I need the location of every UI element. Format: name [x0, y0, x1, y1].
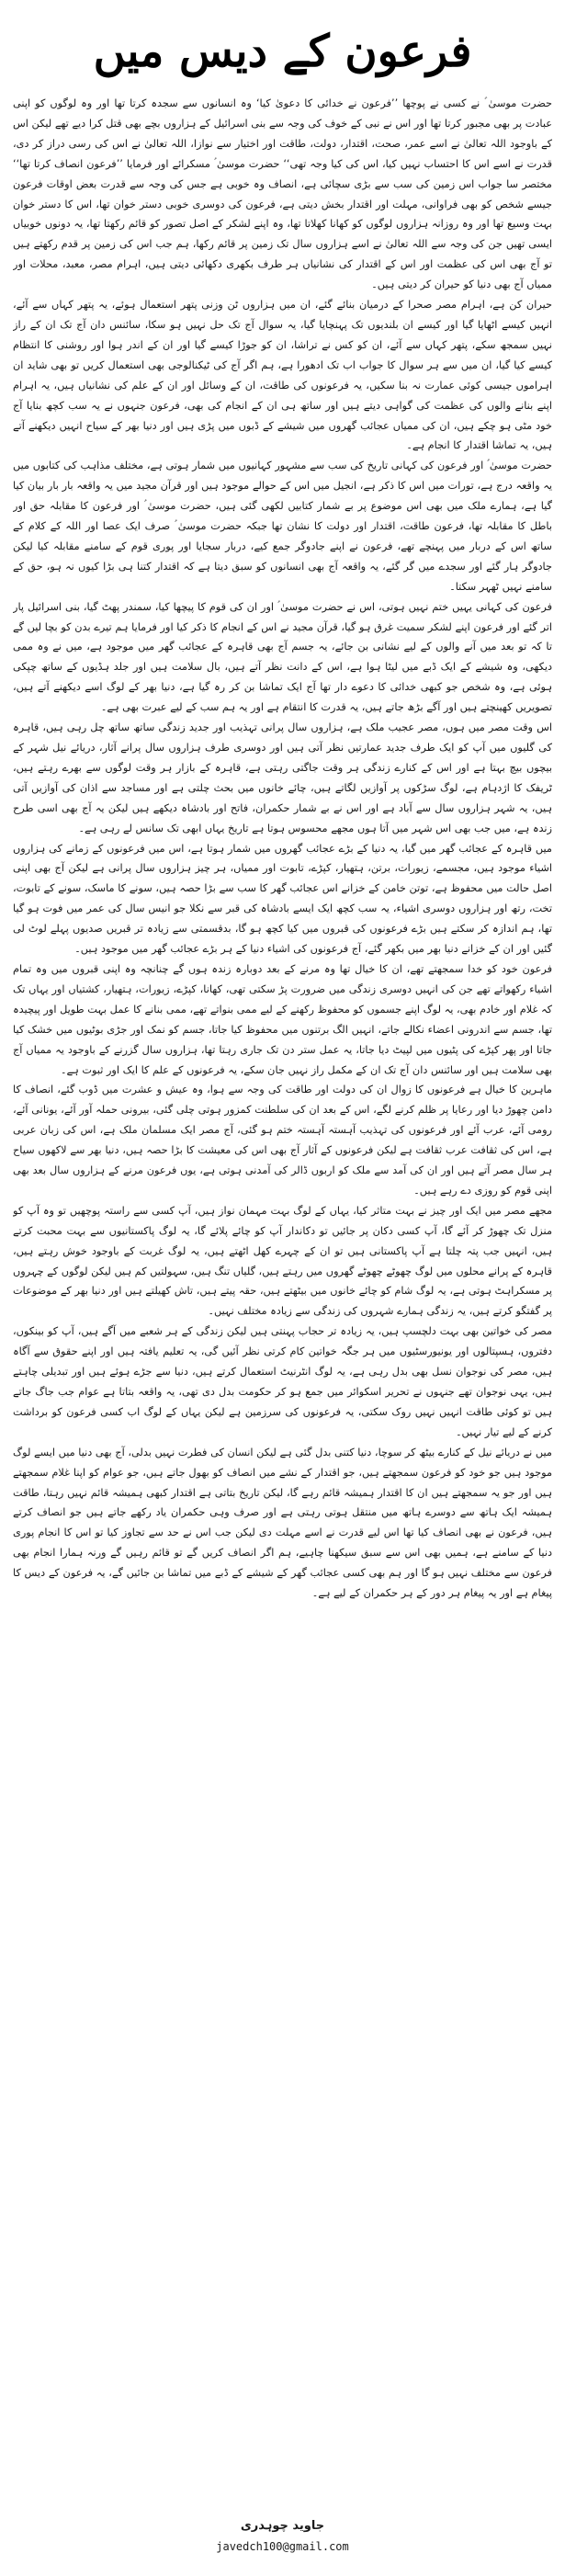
column-paragraph: میں قاہرہ کے عجائب گھر میں گیا، یہ دنیا کے بڑے عجائب گھروں میں شمار ہوتا ہے، اس میں فرعونوں کے زمانے کی ہزاروں اشیاء موجود ہیں، مجسمے، زیورات، برتن، ہتھیار، کپڑے، تابوت اور ممیاں، ہر چیز ہزاروں سال پرانی ہے لیکن آج بھی اپنی اصل حالت میں محفوظ ہے، توتن خامن کے خزانے اس عجائب گھر کا سب سے بڑا حصہ ہیں، سونے کا ماسک، سونے کے تابوت، تخت، رتھ اور ہزاروں دوسری اشیاء، یہ سب کچھ ایک ایسے بادشاہ کی قبر سے نکلا جو انیس سال کی عمر میں فوت ہو گیا تھا، ہم اندازہ کر سکتے ہیں بڑے فرعونوں کی قبروں میں کیا کچھ ہو گا، بدقسمتی سے زیادہ تر قبریں صدیوں پہلے لوٹ لی گئیں اور ان کے خزانے دنیا بھر میں بکھر گئے، آج فرعونوں کی اشیاء دنیا کے ہر بڑے عجائب گھر میں موجود ہیں۔	[13, 842, 552, 956]
column-paragraph: اس وقت مصر میں ہوں، مصر عجیب ملک ہے، ہزاروں سال پرانی تہذیب اور جدید زندگی ساتھ ساتھ چل رہی ہیں، قاہرہ کی گلیوں میں آپ کو ایک طرف جدید عمارتیں نظر آتی ہیں اور دوسری طرف ہزاروں سال پرانے آثار، دریائے نیل شہر کے بیچوں بیچ بہتا ہے اور اس کے کنارے زندگی ہر وقت جاگتی رہتی ہے، قاہرہ کے بازار ہر وقت لوگوں سے بھرے رہتے ہیں، ٹریفک کا اژدہام ہے، لوگ سڑکوں پر آوازیں لگاتے ہیں، چائے خانوں میں بحث چلتی ہے اور مساجد سے اذان کی آوازیں آتی ہیں، یہ شہر ہزاروں سال سے آباد ہے اور اس نے بے شمار حکمران، فاتح اور بادشاہ دیکھے ہیں لیکن یہ آج بھی اسی طرح زندہ ہے، میں جب بھی اس شہر میں آتا ہوں مجھے محسوس ہوتا ہے تاریخ یہاں ابھی تک سانس لے رہی ہے۔	[13, 721, 552, 834]
column-body	[13, 94, 552, 2492]
column-title: فرعون کے دیس میں	[93, 26, 472, 77]
column-paragraph: ماہرین کا خیال ہے فرعونوں کا زوال ان کی دولت اور طاقت کی وجہ سے ہوا، وہ عیش و عشرت میں ڈوب گئے، انصاف کا دامن چھوڑ دیا اور رعایا پر ظلم کرنے لگے، اس کے بعد ان کی سلطنت کمزور ہوتی چلی گئی، بیرونی حملہ آور آئے، یونانی آئے، رومی آئے، عرب آئے اور فرعونوں کی تہذیب آہستہ آہستہ ختم ہو گئی، آج مصر ایک مسلمان ملک ہے، اس کی زبان عربی ہے، اس کی ثقافت عرب ثقافت ہے لیکن فرعونوں کے آثار آج بھی اس کی معیشت کا بڑا حصہ ہیں، دنیا بھر سے لاکھوں سیاح ہر سال مصر آتے ہیں اور ان کی آمد سے ملک کو اربوں ڈالر کی آمدنی ہوتی ہے، یوں فرعون مرنے کے ہزاروں سال بعد بھی اپنی قوم کو روزی دے رہے ہیں۔	[13, 1084, 552, 1197]
author-name: جاوید چوہدری	[240, 2519, 325, 2533]
column-paragraph: حضرت موسیٰ ؑ نے کسی نے پوچھا ’’فرعون نے خدائی کا دعویٰ کیا‘ وہ انسانوں سے سجدہ کرتا تھا اور وہ لوگوں کو اپنی عبادت پر بھی مجبور کرتا تھا اور اس نے نبی کے خوف کی وجہ سے بنی اسرائیل کے ہزاروں بچے بھی قتل کرا دیے تھے لیکن اس کے باوجود اللہ تعالیٰ نے اسے عمر، صحت، اقتدار، دولت، طاقت اور اختیار سے نوازا، اللہ تعالیٰ نے اس کی رسی دراز کر دی، قدرت نے اسے اس کا احتساب نہیں کیا، اس کی کیا وجہ تھی‘‘ حضرت موسیٰ ؑ مسکرائے اور فرمایا ’’فرعون انصاف کرتا تھا‘‘ مختصر سا جواب اس زمین کی سب سے بڑی سچائی ہے، انصاف وہ خوبی ہے جس کی وجہ سے قدرت بعض اوقات فرعون جیسے شخص کو بھی فراوانی، مہلت اور اقتدار بخش دیتی ہے، فرعون کی دوسری خوبی دستر خوان تھا، اس کا دستر خوان بہت وسیع تھا اور وہ روزانہ ہزاروں لوگوں کو کھانا کھلاتا تھا، وہ اپنے لشکر کے اصل تصور کو قائم رکھتا تھا، یہ دونوں خوبیاں ایسی تھیں جن کی وجہ سے اللہ تعالیٰ نے اسے ہزاروں سال تک زمین پر قائم رکھا، ہم جب اس کی زمین پر قدم رکھتے ہیں تو آج بھی اس کی عظمت اور اس کے اقتدار کی نشانیاں ہر طرف بکھری دکھائی دیتی ہیں، اہرام مصر، معبد، محلات اور ممیاں آج بھی دنیا کو حیران کر دیتی ہیں۔	[13, 97, 552, 291]
column-paragraph: مصر کی خواتین بھی بہت دلچسپ ہیں، یہ زیادہ تر حجاب پہنتی ہیں لیکن زندگی کے ہر شعبے میں آگے ہیں، آپ کو بینکوں، دفتروں، ہسپتالوں اور یونیورسٹیوں میں ہر جگہ خواتین کام کرتی نظر آئیں گی، یہ تعلیم یافتہ ہیں اور اپنے حقوق سے آگاہ ہیں، مصر کی نوجوان نسل بھی بدل رہی ہے، یہ لوگ انٹرنیٹ استعمال کرتے ہیں، دنیا سے جڑے ہوئے ہیں اور تبدیلی چاہتے ہیں، یہی نوجوان تھے جنہوں نے تحریر اسکوائر میں جمع ہو کر حکومت بدل دی تھی، یہ واقعہ بتاتا ہے عوام جب جاگ جاتے ہیں تو کوئی طاقت انہیں نہیں روک سکتی، یہ فرعونوں کی سرزمین ہے لیکن یہاں کے لوگ اب کسی فرعون کو برداشت کرنے کے لیے تیار نہیں۔	[13, 1325, 552, 1438]
author-email: javedch100@gmail.com	[216, 2540, 349, 2553]
column-paragraph: حیران کن ہے، اہرام مصر صحرا کے درمیان بنائے گئے، ان میں ہزاروں ٹن وزنی پتھر استعمال ہوئے، یہ پتھر کہاں سے آئے، انہیں کیسے اٹھایا گیا اور کیسے ان بلندیوں تک پہنچایا گیا، یہ سوال آج تک حل نہیں ہو سکا، سائنس دان آج تک ان کے راز نہیں سمجھ سکے، پتھر کہاں سے آئے، ان کو کس نے تراشا، ان کو جوڑا کیسے گیا اور ان کے اندر ہوا اور روشنی کا انتظام کیسے کیا گیا، ان میں سے ہر سوال کا جواب اب تک ادھورا ہے، ہم اگر آج کی ٹیکنالوجی بھی استعمال کریں تو بھی شاید ان اہراموں جیسی کوئی عمارت نہ بنا سکیں، یہ فرعونوں کی طاقت، ان کے وسائل اور ان کے علم کی نشانیاں ہیں، یہ اہرام اپنے بنانے والوں کی عظمت کی گواہی دیتے ہیں اور ساتھ ہی ان کے انجام کی بھی، فرعون جنہوں نے یہ سب کچھ بنایا آج خود مٹی ہو چکے ہیں، ان کی ممیاں عجائب گھروں میں شیشے کے ڈبوں میں پڑی ہیں اور دنیا بھر کے سیاح انہیں دیکھنے آتے ہیں، یہ تماشا اقتدار کا انجام ہے۔	[13, 299, 552, 452]
column-paragraph: حضرت موسیٰ ؑ اور فرعون کی کہانی تاریخ کی سب سے مشہور کہانیوں میں شمار ہوتی ہے، مختلف مذاہب کی کتابوں میں یہ واقعہ درج ہے، تورات میں اس کا ذکر ہے، انجیل میں اس کے حوالے موجود ہیں اور قرآن مجید میں یہ واقعہ بار بار بیان کیا گیا ہے، ہمارے ملک میں بھی اس موضوع پر بے شمار کتابیں لکھی گئی ہیں، حضرت موسیٰ ؑ اور فرعون کا مقابلہ حق اور باطل کا مقابلہ تھا، فرعون طاقت، اقتدار اور دولت کا نشان تھا جبکہ حضرت موسیٰ ؑ صرف ایک عصا اور اللہ کے کلام کے ساتھ اس کے دربار میں پہنچے تھے، فرعون نے اپنے جادوگر جمع کیے، دربار سجایا اور پوری قوم کے سامنے مقابلہ کیا لیکن جادوگر ہار گئے اور سجدے میں گر گئے، یہ واقعہ آج بھی انسانوں کو سبق دیتا ہے کہ اقتدار کتنا ہی بڑا کیوں نہ ہو، حق کے سامنے نہیں ٹھہر سکتا۔	[13, 460, 552, 593]
column-paragraph: مجھے مصر میں ایک اور چیز نے بہت متاثر کیا، یہاں کے لوگ بہت مہمان نواز ہیں، آپ کسی سے راستہ پوچھیں تو وہ آپ کو منزل تک چھوڑ کر آئے گا، آپ کسی دکان پر جائیں تو دکاندار آپ کو چائے پلائے گا، یہ لوگ پاکستانیوں سے بہت محبت کرتے ہیں، انہیں جب پتہ چلتا ہے آپ پاکستانی ہیں تو ان کے چہرے کھل اٹھتے ہیں، یہ لوگ غربت کے باوجود خوش رہتے ہیں، قاہرہ کے پرانے محلوں میں لوگ چھوٹے چھوٹے گھروں میں رہتے ہیں، گلیاں تنگ ہیں، سہولتیں کم ہیں لیکن لوگوں کے چہروں پر مسکراہٹ ہوتی ہے، یہ لوگ شام کو چائے خانوں میں بیٹھتے ہیں، حقہ پیتے ہیں، تاش کھیلتے ہیں اور دنیا بھر کے موضوعات پر گفتگو کرتے ہیں، یہ زندگی ہمارے شہروں کی زندگی سے زیادہ مختلف نہیں۔	[13, 1204, 552, 1318]
column-paragraph: فرعون کی کہانی یہیں ختم نہیں ہوتی، اس نے حضرت موسیٰ ؑ اور ان کی قوم کا پیچھا کیا، سمندر پھٹ گیا، بنی اسرائیل پار اتر گئے اور فرعون اپنے لشکر سمیت غرق ہو گیا، قرآن مجید نے اس کے انجام کا ذکر کیا اور فرمایا ہم تیرے بدن کو بچا لیں گے تا کہ تو بعد میں آنے والوں کے لیے نشانی بن جائے، یہ جسم آج بھی قاہرہ کے عجائب گھر میں موجود ہے، میں نے وہ ممی دیکھی، وہ شیشے کے ایک ڈبے میں لیٹا ہوا ہے، اس کے دانت نظر آتے ہیں، بال سلامت ہیں اور جلد ہڈیوں کے ساتھ چپکی ہوئی ہے، وہ شخص جو کبھی خدائی کا دعوے دار تھا آج ایک تماشا بن کر رہ گیا ہے، دنیا بھر کے لوگ اسے دیکھنے آتے ہیں، تصویریں کھینچتے ہیں اور آگے بڑھ جاتے ہیں، یہ قدرت کا انتقام ہے اور یہ ہم سب کے لیے عبرت بھی ہے۔	[13, 600, 552, 714]
column-paragraph: میں نے دریائے نیل کے کنارے بیٹھ کر سوچا، دنیا کتنی بدل گئی ہے لیکن انسان کی فطرت نہیں بدلی، آج بھی دنیا میں ایسے لوگ موجود ہیں جو خود کو فرعون سمجھتے ہیں، جو اقتدار کے نشے میں انصاف کو بھول جاتے ہیں، جو عوام کو اپنا غلام سمجھتے ہیں اور جو یہ سمجھتے ہیں ان کا اقتدار ہمیشہ قائم رہے گا، لیکن تاریخ بتاتی ہے اقتدار کبھی ہمیشہ قائم نہیں رہتا، طاقت ہمیشہ ایک ہاتھ سے دوسرے ہاتھ میں منتقل ہوتی رہتی ہے اور صرف وہی حکمران یاد رکھے جاتے ہیں جو انصاف کرتے ہیں، فرعون نے بھی انصاف کیا تھا اس لیے قدرت نے اسے مہلت دی لیکن جب اس نے حد سے تجاوز کیا تو اس کا انجام پوری دنیا کے سامنے ہے، ہمیں بھی اس سے سبق سیکھنا چاہیے، ہم اگر انصاف کریں گے تو قائم رہیں گے ورنہ ہمارا انجام بھی فرعون سے مختلف نہیں ہو گا اور ہم بھی کسی عجائب گھر کے شیشے کے ڈبے میں تماشا بن جائیں گے، یہ فرعون کے دیس کا پیغام ہے اور یہ پیغام ہر دور کے ہر حکمران کے لیے ہے۔	[13, 1446, 552, 1600]
column-paragraph: فرعون خود کو خدا سمجھتے تھے، ان کا خیال تھا وہ مرنے کے بعد دوبارہ زندہ ہوں گے چنانچہ وہ اپنی قبروں میں وہ تمام اشیاء رکھواتے تھے جن کی انہیں دوسری زندگی میں ضرورت پڑ سکتی تھی، کھانا، کپڑے، زیورات، ہتھیار، کشتیاں اور یہاں تک کہ غلام اور خادم بھی، یہ لوگ اپنے جسموں کو محفوظ رکھنے کے لیے ممی بنواتے تھے، ممی بنانے کا عمل بہت طویل اور پیچیدہ تھا، جسم سے اندرونی اعضاء نکالے جاتے، انہیں الگ برتنوں میں محفوظ کیا جاتا، جسم کو نمک اور جڑی بوٹیوں میں خشک کیا جاتا اور پھر کپڑے کی پٹیوں میں لپیٹ دیا جاتا، یہ عمل ستر دن تک جاری رہتا تھا، ہزاروں سال گزرنے کے باوجود یہ ممیاں آج بھی سلامت ہیں اور سائنس دان آج تک ان کے مکمل راز نہیں جان سکے، یہ فرعونوں کے علم کا ایک اور ثبوت ہے۔	[13, 962, 552, 1076]
byline	[0, 2516, 565, 2557]
